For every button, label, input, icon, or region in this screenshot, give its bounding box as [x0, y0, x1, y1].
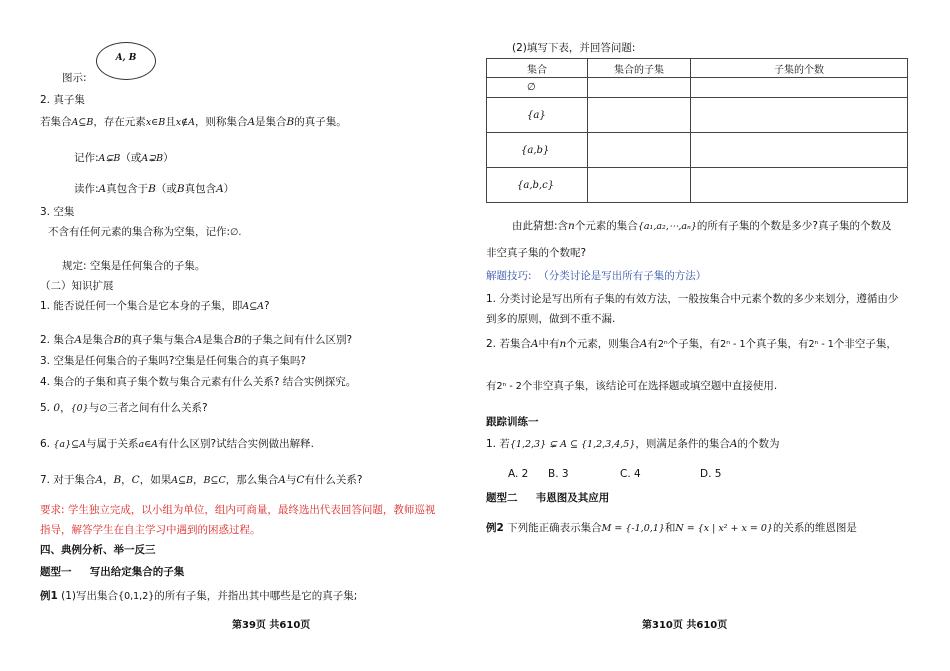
- table-cell-empty[interactable]: [691, 98, 908, 133]
- training-title: 跟踪训练一: [486, 416, 539, 428]
- question-5: 5. 0，{0}与∅三者之间有什么关系?: [40, 402, 208, 414]
- table-cell-empty[interactable]: [588, 133, 691, 168]
- proper-subset-definition: 若集合A⊆B，存在元素x∈B且x∉A，则称集合A是集合B的真子集。: [40, 116, 347, 128]
- section-3-title: 3. 空集: [40, 206, 75, 218]
- table-header-row: [487, 59, 908, 78]
- requirement-line-1: 要求: 学生独立完成，以小组为单位，组内可商量，最终选出代表回答问题，教师巡视: [40, 504, 436, 516]
- page-footer-left: 第39页 共610页: [232, 620, 311, 631]
- extension-title: （二）知识扩展: [40, 280, 114, 292]
- requirement-line-2: 指导，解答学生在自主学习中遇到的困惑过程。: [40, 524, 261, 536]
- table-cell-empty[interactable]: [691, 78, 908, 98]
- option-a[interactable]: A. 2: [508, 468, 529, 480]
- fill-table-title: (2)填写下表，并回答问题:: [512, 42, 636, 54]
- table-header: 集合的子集: [588, 59, 691, 78]
- option-d[interactable]: D. 5: [700, 468, 722, 480]
- diagram-caption: 图示:: [62, 72, 87, 84]
- table-cell-set: ∅: [487, 78, 588, 98]
- type-2-heading: 题型二 韦恩图及其应用: [486, 492, 610, 504]
- conjecture-line-1: 由此猜想:含n个元素的集合{a₁,a₂,⋯,aₙ}的所有子集的个数是多少?真子集的个数及: [512, 220, 892, 232]
- option-c[interactable]: C. 4: [620, 468, 641, 480]
- example-1: 例1 (1)写出集合{0,1,2}的所有子集，并指出其中哪些是它的真子集;: [40, 590, 358, 602]
- example-2: 例2 下列能正确表示集合M = {-1,0,1}和N = {x | x² + x = 0}的关系的维恩图是: [486, 522, 857, 534]
- rule-text: 规定: 空集是任何集合的子集。: [62, 260, 206, 272]
- tip-1-line-2: 到多的原则，做到不重不漏.: [486, 313, 616, 325]
- conjecture-line-2: 非空真子集的个数呢?: [486, 247, 587, 259]
- table-cell-empty[interactable]: [588, 168, 691, 203]
- empty-set-definition: 不含有任何元素的集合称为空集，记作:∅.: [48, 226, 242, 238]
- table-row: [487, 78, 908, 98]
- option-b[interactable]: B. 3: [548, 468, 569, 480]
- table-header: 子集的个数: [691, 59, 908, 78]
- table-cell-set: {a,b,c}: [487, 168, 588, 203]
- table-cell-set: {a}: [487, 98, 588, 133]
- table-cell-empty[interactable]: [691, 133, 908, 168]
- venn-diagram: [96, 42, 156, 80]
- question-3: 3. 空集是任何集合的子集吗?空集是任何集合的真子集吗?: [40, 355, 307, 367]
- table-row: [487, 98, 908, 133]
- section-2-title: 2. 真子集: [40, 94, 85, 106]
- page-footer-right: 第310页 共610页: [642, 620, 728, 631]
- question-6: 6. {a}⊆A与属于关系a∈A有什么区别?试结合实例做出解释.: [40, 438, 314, 450]
- table-cell-set: {a,b}: [487, 133, 588, 168]
- table-cell-empty[interactable]: [588, 98, 691, 133]
- question-7: 7. 对于集合A，B，C，如果A⊆B，B⊆C，那么集合A与C有什么关系?: [40, 474, 363, 486]
- tip-2-line-2: 有2ⁿ - 2个非空真子集，该结论可在选择题或填空题中直接使用.: [486, 380, 778, 392]
- question-2: 2. 集合A是集合B的真子集与集合A是集合B的子集之间有什么区别?: [40, 334, 353, 346]
- tip-heading: 解题技巧: （分类讨论是写出所有子集的方法）: [486, 270, 707, 282]
- training-question: 1. 若{1,2,3} ⊊ A ⊆ {1,2,3,4,5}，则满足条件的集合A的个数为: [486, 438, 780, 450]
- table-cell-empty[interactable]: [691, 168, 908, 203]
- reading-line: 读作:A真包含于B（或B真包含A）: [74, 183, 235, 195]
- table-row: [487, 168, 908, 203]
- question-4: 4. 集合的子集和真子集个数与集合元素有什么关系? 结合实例探究。: [40, 376, 357, 388]
- table-row: [487, 133, 908, 168]
- table-header: 集合: [487, 59, 588, 78]
- question-1: 1. 能否说任何一个集合是它本身的子集，即A⊆A?: [40, 300, 270, 312]
- type-1-heading: 题型一 写出给定集合的子集: [40, 566, 185, 578]
- notation-line: 记作:A⊊B（或A⊋B）: [74, 152, 174, 164]
- section-4-title: 四、典例分析、举一反三: [40, 544, 156, 556]
- tip-1-line-1: 1. 分类讨论是写出所有子集的有效方法，一般按集合中元素个数的多少来划分，遵循由少: [486, 293, 899, 305]
- venn-label: A, B: [115, 53, 137, 63]
- subset-table: [486, 58, 908, 203]
- tip-2-line-1: 2. 若集合A中有n个元素，则集合A有2ⁿ个子集，有2ⁿ - 1个真子集，有2ⁿ - 1个非空子集，: [486, 338, 897, 350]
- table-cell-empty[interactable]: [588, 78, 691, 98]
